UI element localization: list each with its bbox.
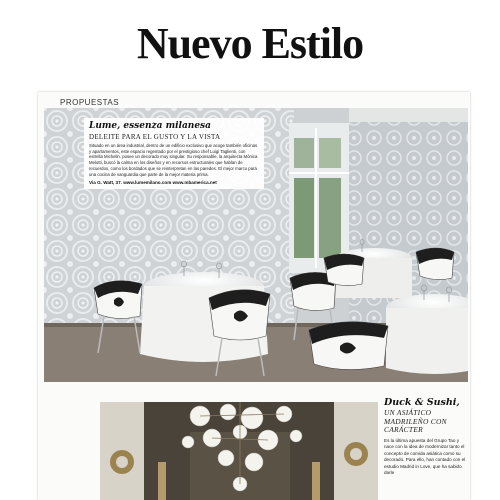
- feature-subtitle: DELEITE PARA EL GUSTO Y LA VISTA: [89, 132, 221, 141]
- duck-sushi-interior-illustration: [100, 402, 378, 500]
- feature-address: Via G. Watt, 37. www.lumemilano.com www.mbamerica.net: [89, 179, 217, 185]
- restaurant-photo-duck-sushi: [100, 402, 378, 500]
- section-label: PROPUESTAS: [60, 98, 120, 107]
- feature-infobox-lume: [84, 118, 264, 189]
- feature-title: Lume, essenza milanesa: [89, 121, 211, 131]
- magazine-masthead: Nuevo Estilo: [136, 19, 364, 68]
- feature-title: Duck & Sushi,: [384, 397, 460, 408]
- feature-column-duck-sushi: [384, 398, 468, 477]
- feature-body: Situado en un área industrial, dentro de un edificio exclusivo que acoge también oficinas y apartamentos, este espacio regentado por el prestigioso chef Luigi Taglienti, con estrella Michelin, posee un decorado muy singular. Su responsable, la arquitecta Mónica Melotti, buscó la calma en los diseños y en recursos estructurales que hablan de recuerdos, como los bordados que se reinterpretan en las paredes. El mejor marco para una cocina de vanguardia que parte de la mejor materia prima.: [89, 142, 258, 177]
- feature-body: Es la última apuesta del Grupo Tao y nace con la idea de modernizar tanto el concepto de comida asiática como su decorado. Para ello, han contado con el estudio Madrid in Love, que ha sabido darle: [384, 437, 466, 476]
- restaurant-photo-lume: [44, 108, 468, 382]
- feature-subtitle: UN ASIÁTICO MADRILEÑO CON CARÁCTER: [384, 408, 447, 435]
- magazine-page: [38, 92, 470, 500]
